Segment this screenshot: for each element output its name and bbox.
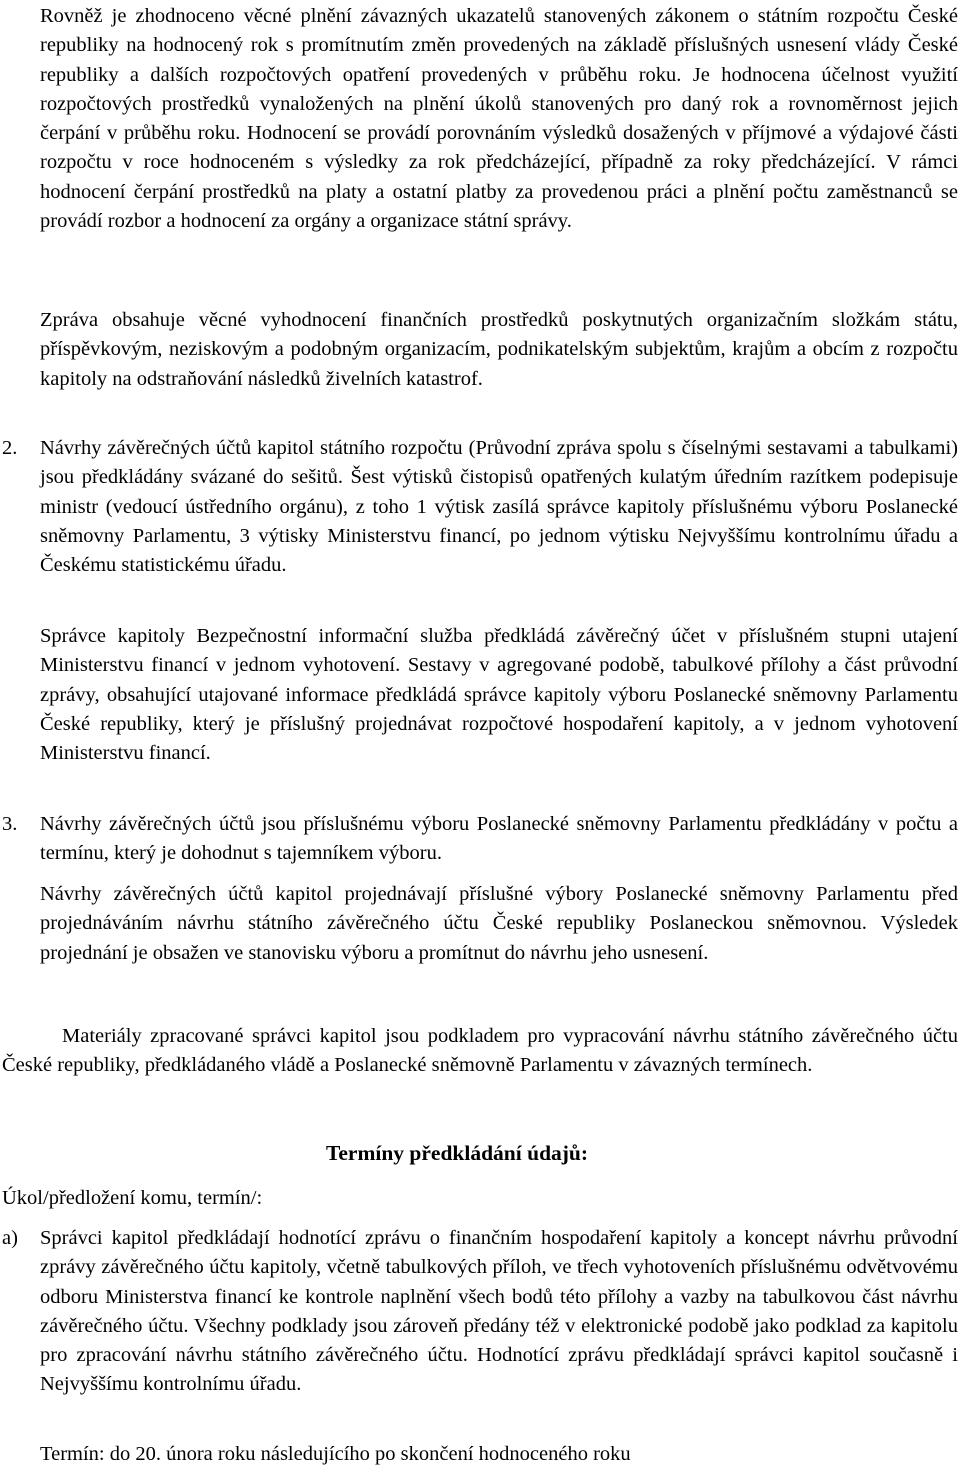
list-item-2-text: Návrhy závěrečných účtů kapitol státního rozpočtu (Průvodní zpráva spolu s číselnými sestavami a tabulkami) jsou předkládány svázané do sešitů. Šest výtisků čistopisů opatřených kulatým úředním razítkem podepisuje ministr (vedoucí ústředního orgánu), z toho 1 výtisk zasílá správce kapitoly příslušnému výboru Poslanecké sněmovny Parlamentu, 3 výtisky Ministerstvu financí, po jednom výtisku Nejvyššímu kontrolnímu úřadu a Českému statistickému úřadu. (40, 437, 958, 577)
list-item-3-number: 3. (2, 813, 18, 835)
paragraph-report-content: Zpráva obsahuje věcné vyhodnocení finančních prostředků poskytnutých organizačním složkám státu, příspěvkovým, neziskovým a podobným organizacím, podnikatelským subjektům, krajům a obcím z rozpočtu kapitoly na odstraňování následků živelních katastrof. (40, 309, 958, 390)
task-label: Úkol/předložení komu, termín/: (2, 1187, 263, 1209)
list-item-a-text: Správci kapitol předkládají hodnotící zprávu o finančním hospodaření kapitoly a koncept návrhu průvodní zprávy závěrečného účtu kapitoly, včetně tabulkových příloh, ve třech vyhotoveních příslušnému odvětvovému odboru Ministerstva financí ke kontrole naplnění všech bodů této přílohy a vazby na tabulkovou část návrhu závěrečného účtu. Všechny podklady jsou zároveň předány též v elektronické podobě jako podklad za kapitolu pro zpracování návrhu státního závěrečného účtu. Hodnotící zprávu předkládají správci kapitol současně i Nejvyššímu kontrolnímu úřadu. (40, 1227, 958, 1396)
list-item-a-label: a) (2, 1227, 18, 1249)
section-heading: Termíny předkládání údajů: (326, 1141, 589, 1165)
paragraph-evaluation-criteria: Rovněž je zhodnoceno věcné plnění závazných ukazatelů stanovených zákonem o státním rozpočtu České republiky na hodnocený rok s promítnutím změn provedených na základě příslušných usnesení vlády České republiky a dalších rozpočtových opatření provedených v průběhu roku. Je hodnocena účelnost využití rozpočtových prostředků vynaložených na plnění úkolů stanovených pro daný rok a rovnoměrnost jejich čerpání v průběhu roku. Hodnocení se provádí porovnáním výsledků dosažených v příjmové a výdajové části rozpočtu v roce hodnoceném s výsledky za rok předcházející, případně za roky předcházející. V rámci hodnocení čerpání prostředků na platy a ostatní platby za provedenou práci a plnění počtu zaměstnanců se provádí rozbor a hodnocení za orgány a organizace státní správy. (40, 5, 958, 233)
list-item-a (0, 1224, 960, 1400)
list-item-2 (0, 434, 960, 580)
list-item-3 (0, 810, 960, 869)
paragraph-security-service: Správce kapitoly Bezpečnostní informační služba předkládá závěrečný účet v příslušném stupni utajení Ministerstvu financí v jednom vyhotovení. Sestavy v agregované podobě, tabulkové přílohy a část průvodní zprávy, obsahující utajované informace předkládá správce kapitoly výboru Poslanecké sněmovny Parlamentu České republiky, který je příslušný projednávat rozpočtové hospodaření kapitoly, a v jednom vyhotovení Ministerstvu financí. (40, 625, 958, 765)
list-item-2-number: 2. (2, 437, 18, 459)
deadline-text: Termín: do 20. února roku následujícího po skončení hodnoceného roku (40, 1443, 631, 1465)
list-item-3-text: Návrhy závěrečných účtů jsou příslušnému výboru Poslanecké sněmovny Parlamentu předkládány v počtu a termínu, který je dohodnut s tajemníkem výboru. (40, 813, 958, 865)
paragraph-materials: Materiály zpracované správci kapitol jsou podkladem pro vypracování návrhu státního závěrečného účtu České republiky, předkládaného vládě a Poslanecké sněmovně Parlamentu v závazných termínech. (2, 1025, 958, 1077)
paragraph-committee-review: Návrhy závěrečných účtů kapitol projednávají příslušné výbory Poslanecké sněmovny Parlamentu před projednáváním návrhu státního závěrečného účtu České republiky Poslaneckou sněmovnou. Výsledek projednání je obsažen ve stanovisku výboru a promítnut do návrhu jeho usnesení. (40, 883, 958, 964)
